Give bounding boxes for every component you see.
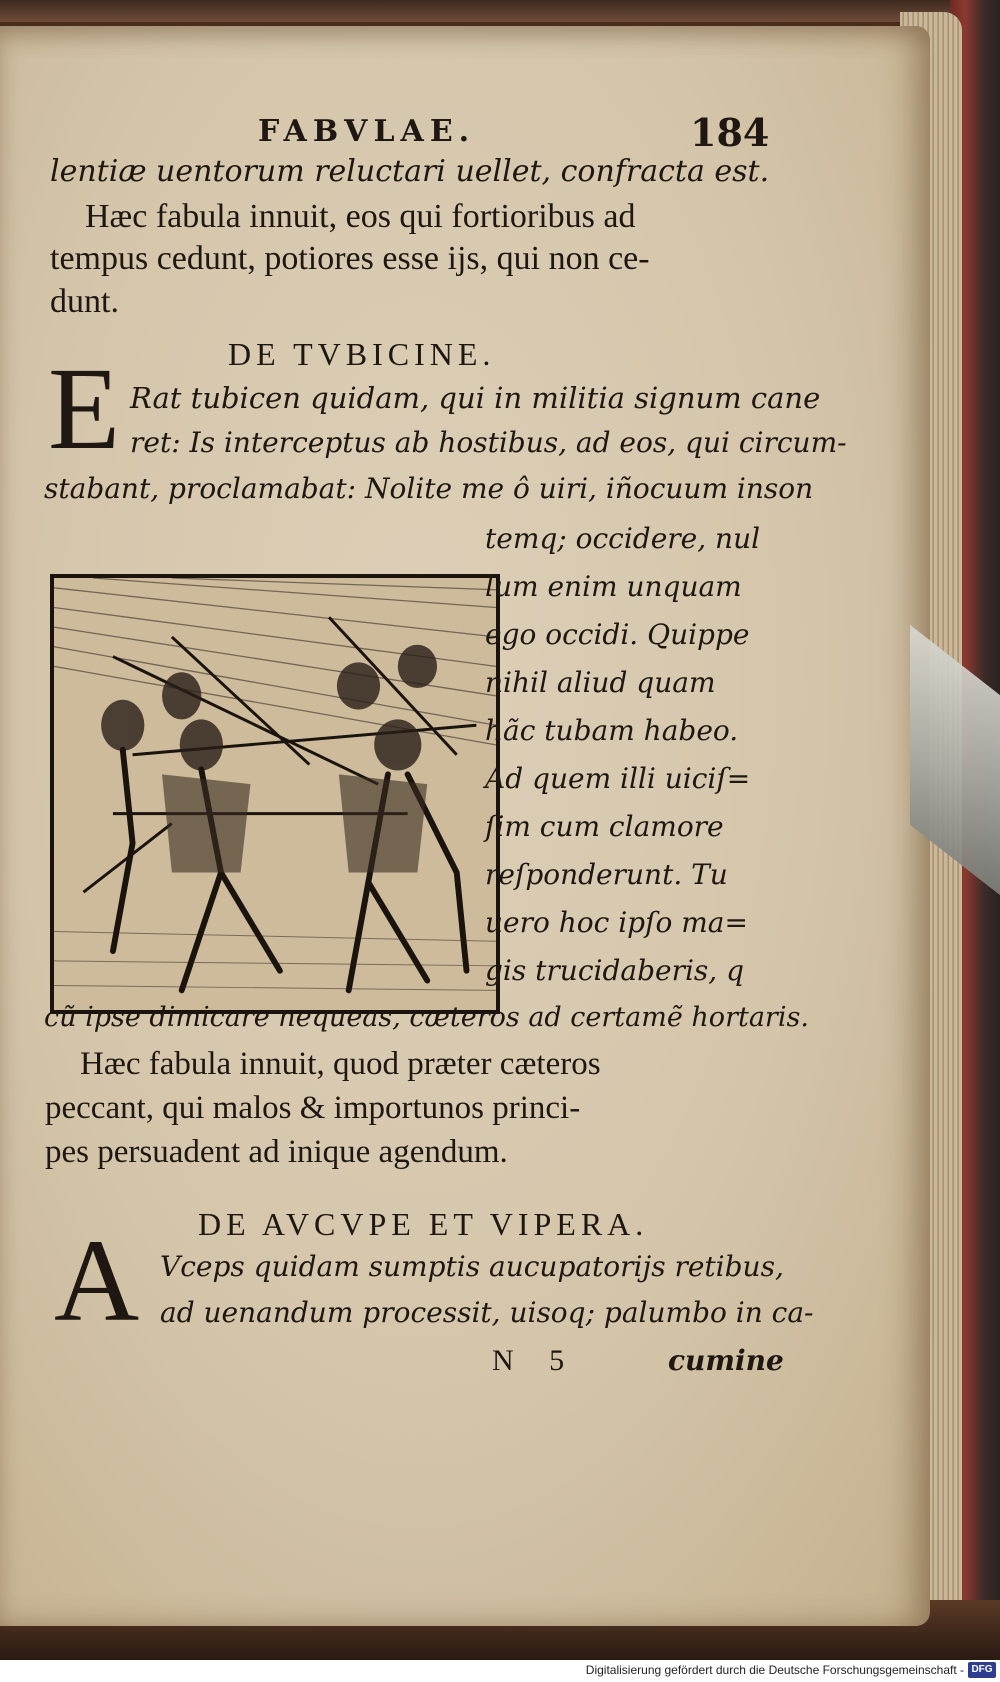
moral-line: Hæc fabula innuit, eos qui fortioribus ad	[85, 198, 636, 235]
text-line: Vceps quidam sumptis aucupatorijs retibus,	[160, 1250, 784, 1283]
side-text-line: nihil aliud quam	[485, 666, 716, 699]
page-number: 184	[690, 110, 770, 155]
catchword: cumine	[668, 1344, 784, 1377]
book-cover-top	[0, 0, 1000, 22]
side-text-line: temq; occidere, nul	[485, 522, 761, 555]
footer-bar	[0, 1660, 1000, 1682]
side-text-line: hãc tubam habeo.	[485, 714, 739, 747]
text-line: ad uenandum processit, uisoq; palumbo in ca-	[160, 1296, 814, 1329]
drop-initial: A	[54, 1215, 140, 1346]
text-line: cũ ipse dimicare nequeas, cæteros ad certamẽ hortaris.	[44, 1002, 809, 1033]
dfg-logo: DFG	[968, 1662, 996, 1678]
text-line: lentiæ uentorum reluctari uellet, confracta est.	[50, 154, 770, 189]
side-text-line: ego occidi. Quippe	[485, 618, 750, 651]
running-title: FABVLAE.	[258, 114, 476, 149]
moral-line: tempus cedunt, potiores esse ijs, qui non ce-	[50, 240, 650, 277]
funding-credit: Digitalisierung gefördert durch die Deutsche Forschungsgemeinschaft -	[585, 1663, 964, 1677]
text-line: ret: Is interceptus ab hostibus, ad eos, qui circum-	[130, 426, 847, 459]
side-text-line: reſponderunt. Tu	[485, 858, 728, 891]
fable-title: DE AVCVPE ET VIPERA.	[198, 1206, 649, 1242]
side-text-line: Ad quem illi uiciſ=	[485, 762, 751, 795]
side-text-line: lum enim unquam	[485, 570, 742, 603]
signature-mark: N 5	[492, 1344, 579, 1377]
text-line: stabant, proclamabat: Nolite me ô uiri, iñocuum inson	[44, 472, 814, 505]
moral-line: peccant, qui malos & importunos princi-	[45, 1090, 581, 1126]
side-text-line: uero hoc ipſo ma=	[485, 906, 748, 939]
moral-line: dunt.	[50, 283, 119, 320]
book-page	[0, 26, 930, 1626]
text-line: Rat tubicen quidam, qui in militia signum cane	[130, 381, 821, 415]
side-text-line: gis trucidaberis, q	[485, 954, 744, 987]
drop-initial: E	[48, 343, 121, 474]
moral-line: Hæc fabula innuit, quod præter cæteros	[80, 1046, 601, 1082]
woodcut-illustration	[50, 574, 500, 1014]
fable-title: DE TVBICINE.	[228, 336, 496, 372]
side-text-line: ſim cum clamore	[485, 810, 724, 843]
moral-line: pes persuadent ad inique agendum.	[45, 1134, 508, 1170]
